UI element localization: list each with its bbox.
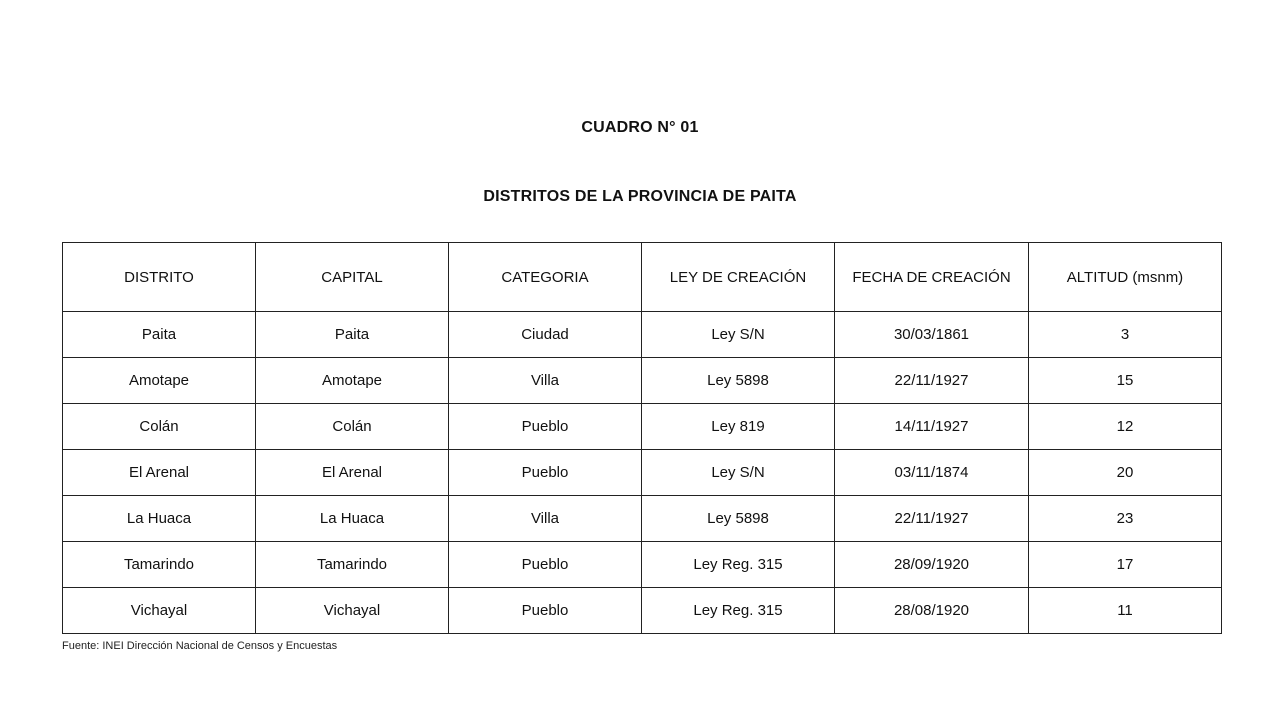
districts-table xyxy=(62,242,1222,634)
cell-distrito: Paita xyxy=(63,312,256,358)
cell-distrito: La Huaca xyxy=(63,496,256,542)
cell-altitud: 15 xyxy=(1029,358,1222,404)
cell-fecha-de-creacion: 14/11/1927 xyxy=(835,404,1029,450)
cell-capital: Tamarindo xyxy=(256,542,449,588)
table-row xyxy=(63,312,1222,358)
table-number-title: CUADRO N° 01 xyxy=(581,119,699,136)
cell-capital: El Arenal xyxy=(256,450,449,496)
cell-fecha-de-creacion: 22/11/1927 xyxy=(835,496,1029,542)
cell-fecha-de-creacion: 30/03/1861 xyxy=(835,312,1029,358)
cell-categoria: Villa xyxy=(449,358,642,404)
cell-ley-de-creacion: Ley Reg. 315 xyxy=(642,542,835,588)
cell-fecha-de-creacion: 28/09/1920 xyxy=(835,542,1029,588)
column-header-capital: CAPITAL xyxy=(256,243,449,312)
cell-ley-de-creacion: Ley 5898 xyxy=(642,496,835,542)
source-note: Fuente: INEI Dirección Nacional de Censos y Encuestas xyxy=(62,640,338,652)
cell-fecha-de-creacion: 03/11/1874 xyxy=(835,450,1029,496)
cell-fecha-de-creacion: 28/08/1920 xyxy=(835,588,1029,634)
cell-capital: Vichayal xyxy=(256,588,449,634)
table-row xyxy=(63,542,1222,588)
cell-altitud: 12 xyxy=(1029,404,1222,450)
column-header-categoria: CATEGORIA xyxy=(449,243,642,312)
cell-ley-de-creacion: Ley 5898 xyxy=(642,358,835,404)
cell-ley-de-creacion: Ley S/N xyxy=(642,450,835,496)
cell-ley-de-creacion: Ley 819 xyxy=(642,404,835,450)
cell-fecha-de-creacion: 22/11/1927 xyxy=(835,358,1029,404)
table-header-row xyxy=(63,243,1222,312)
cell-distrito: Tamarindo xyxy=(63,542,256,588)
cell-capital: Amotape xyxy=(256,358,449,404)
cell-altitud: 17 xyxy=(1029,542,1222,588)
column-header-altitud: ALTITUD (msnm) xyxy=(1029,243,1222,312)
table-row xyxy=(63,588,1222,634)
cell-ley-de-creacion: Ley Reg. 315 xyxy=(642,588,835,634)
cell-altitud: 20 xyxy=(1029,450,1222,496)
cell-distrito: Vichayal xyxy=(63,588,256,634)
table-row xyxy=(63,358,1222,404)
table-row xyxy=(63,450,1222,496)
cell-ley-de-creacion: Ley S/N xyxy=(642,312,835,358)
column-header-fecha-de-creacion: FECHA DE CREACIÓN xyxy=(835,243,1029,312)
cell-categoria: Pueblo xyxy=(449,588,642,634)
cell-categoria: Pueblo xyxy=(449,404,642,450)
cell-categoria: Ciudad xyxy=(449,312,642,358)
table-row xyxy=(63,404,1222,450)
column-header-distrito: DISTRITO xyxy=(63,243,256,312)
cell-altitud: 11 xyxy=(1029,588,1222,634)
cell-distrito: Colán xyxy=(63,404,256,450)
cell-categoria: Pueblo xyxy=(449,450,642,496)
cell-categoria: Villa xyxy=(449,496,642,542)
cell-categoria: Pueblo xyxy=(449,542,642,588)
cell-altitud: 3 xyxy=(1029,312,1222,358)
cell-capital: La Huaca xyxy=(256,496,449,542)
table-caption: DISTRITOS DE LA PROVINCIA DE PAITA xyxy=(483,188,797,205)
cell-capital: Colán xyxy=(256,404,449,450)
table-row xyxy=(63,496,1222,542)
cell-altitud: 23 xyxy=(1029,496,1222,542)
cell-capital: Paita xyxy=(256,312,449,358)
column-header-ley-de-creacion: LEY DE CREACIÓN xyxy=(642,243,835,312)
cell-distrito: El Arenal xyxy=(63,450,256,496)
cell-distrito: Amotape xyxy=(63,358,256,404)
